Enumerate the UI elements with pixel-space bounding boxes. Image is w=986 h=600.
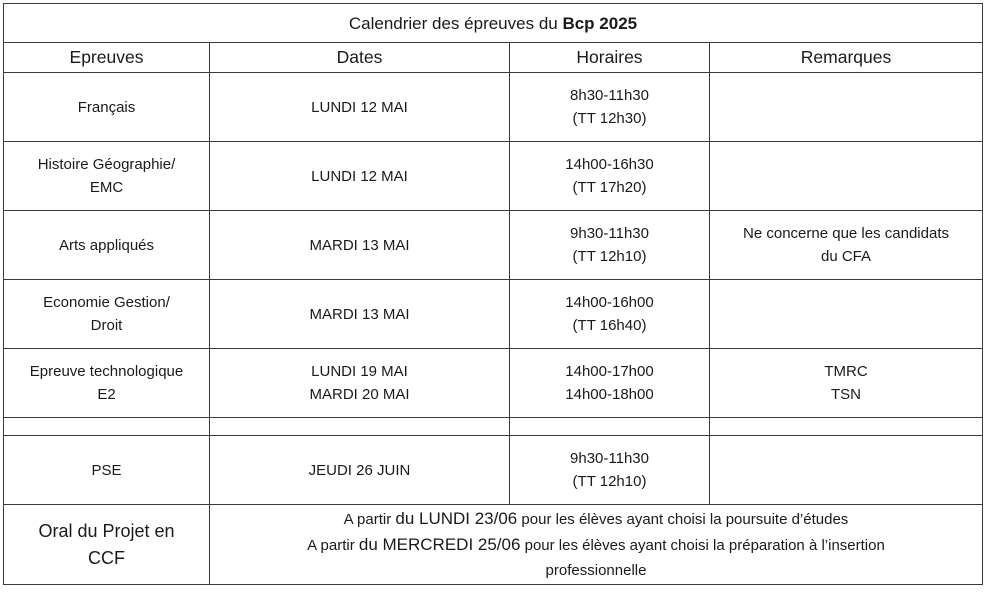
horaires-line: 14h00-16h30 xyxy=(565,156,654,173)
cell-epreuve xyxy=(4,436,210,505)
cell-dates xyxy=(210,436,510,505)
remarques-line: Ne concerne que les candidats xyxy=(743,225,949,242)
oral-line1-part: A partir xyxy=(343,511,396,528)
horaires-line: 14h00-18h00 xyxy=(565,386,654,403)
table-row xyxy=(4,280,983,349)
epreuve-line: PSE xyxy=(91,461,122,479)
dates-line: MARDI 13 MAI xyxy=(309,236,410,254)
table-row xyxy=(4,211,983,280)
cell-dates xyxy=(210,142,510,211)
oral-line1-part: du LUNDI 23/06 xyxy=(395,509,518,528)
oral-line3: professionnelle xyxy=(545,562,647,579)
oral-line2 xyxy=(216,532,976,558)
table-row xyxy=(4,142,983,211)
horaires-line: (TT 12h10) xyxy=(572,248,647,265)
title-row xyxy=(4,4,983,43)
oral-line1 xyxy=(216,506,976,532)
oral-label-cell xyxy=(4,505,210,585)
cell-remarques xyxy=(710,142,983,211)
table-row xyxy=(4,349,983,418)
remarques-line: TMRC xyxy=(824,363,868,380)
epreuve-line: EMC xyxy=(89,179,124,196)
spacer-cell xyxy=(4,418,210,436)
epreuve-line: Histoire Géographie/ xyxy=(37,156,176,173)
oral-label-line: Oral du Projet en xyxy=(38,520,175,541)
cell-horaires xyxy=(510,349,710,418)
cell-epreuve xyxy=(4,349,210,418)
epreuve-line: Français xyxy=(77,98,136,116)
epreuve-line: E2 xyxy=(97,386,116,403)
horaires-line: (TT 12h10) xyxy=(572,473,647,490)
table-title-prefix: Calendrier des épreuves du xyxy=(348,13,563,33)
spacer-cell xyxy=(510,418,710,436)
table-title-bold: Bcp 2025 xyxy=(562,13,638,33)
horaires-line: (TT 12h30) xyxy=(572,110,647,127)
oral-label-line: CCF xyxy=(88,547,125,568)
exam-calendar-document xyxy=(3,3,982,597)
dates-line: MARDI 20 MAI xyxy=(309,386,410,403)
cell-horaires xyxy=(510,280,710,349)
cell-epreuve xyxy=(4,211,210,280)
header-remarques: Remarques xyxy=(710,43,983,73)
epreuve-line: Epreuve technologique xyxy=(29,363,184,380)
exam-calendar-table xyxy=(3,3,983,585)
horaires-line: (TT 17h20) xyxy=(572,179,647,196)
dates-line: LUNDI 12 MAI xyxy=(311,167,408,185)
dates-line: JEUDI 26 JUIN xyxy=(308,461,411,479)
table-row xyxy=(4,73,983,142)
table-title xyxy=(4,4,983,43)
cell-remarques xyxy=(710,349,983,418)
cell-horaires xyxy=(510,211,710,280)
header-dates: Dates xyxy=(210,43,510,73)
cell-remarques xyxy=(710,436,983,505)
header-epreuves: Epreuves xyxy=(4,43,210,73)
cell-remarques xyxy=(710,211,983,280)
cell-epreuve xyxy=(4,280,210,349)
header-row xyxy=(4,43,983,73)
horaires-line: 14h00-16h00 xyxy=(565,294,654,311)
horaires-line: 9h30-11h30 xyxy=(570,225,649,242)
oral-line2-part: pour les élèves ayant choisi la préparation à l’insertion xyxy=(520,537,885,554)
dates-line: MARDI 13 MAI xyxy=(309,305,410,323)
remarques-line: du CFA xyxy=(820,248,872,265)
spacer-cell xyxy=(210,418,510,436)
cell-dates xyxy=(210,349,510,418)
dates-line: LUNDI 12 MAI xyxy=(311,98,408,116)
cell-dates xyxy=(210,280,510,349)
remarques-line: TSN xyxy=(831,386,861,403)
horaires-line: 8h30-11h30 xyxy=(570,87,649,104)
cell-dates xyxy=(210,73,510,142)
oral-line2-part: A partir xyxy=(307,537,359,554)
epreuve-line: Economie Gestion/ xyxy=(43,294,170,311)
dates-line: LUNDI 19 MAI xyxy=(311,363,408,380)
table-row xyxy=(4,436,983,505)
epreuve-line: Arts appliqués xyxy=(58,236,155,254)
spacer-row xyxy=(4,418,983,436)
cell-remarques xyxy=(710,280,983,349)
horaires-line: 14h00-17h00 xyxy=(565,363,654,380)
cell-epreuve xyxy=(4,73,210,142)
oral-text-cell xyxy=(210,505,983,585)
oral-row xyxy=(4,505,983,585)
oral-line1-part: pour les élèves ayant choisi la poursuite d’études xyxy=(517,511,849,528)
cell-horaires xyxy=(510,73,710,142)
cell-horaires xyxy=(510,142,710,211)
cell-dates xyxy=(210,211,510,280)
horaires-line: 9h30-11h30 xyxy=(570,450,649,467)
cell-horaires xyxy=(510,436,710,505)
horaires-line: (TT 16h40) xyxy=(572,317,647,334)
epreuve-line: Droit xyxy=(90,317,123,334)
cell-remarques xyxy=(710,73,983,142)
spacer-cell xyxy=(710,418,983,436)
header-horaires: Horaires xyxy=(510,43,710,73)
oral-line2-part: du MERCREDI 25/06 xyxy=(358,535,521,554)
cell-epreuve xyxy=(4,142,210,211)
